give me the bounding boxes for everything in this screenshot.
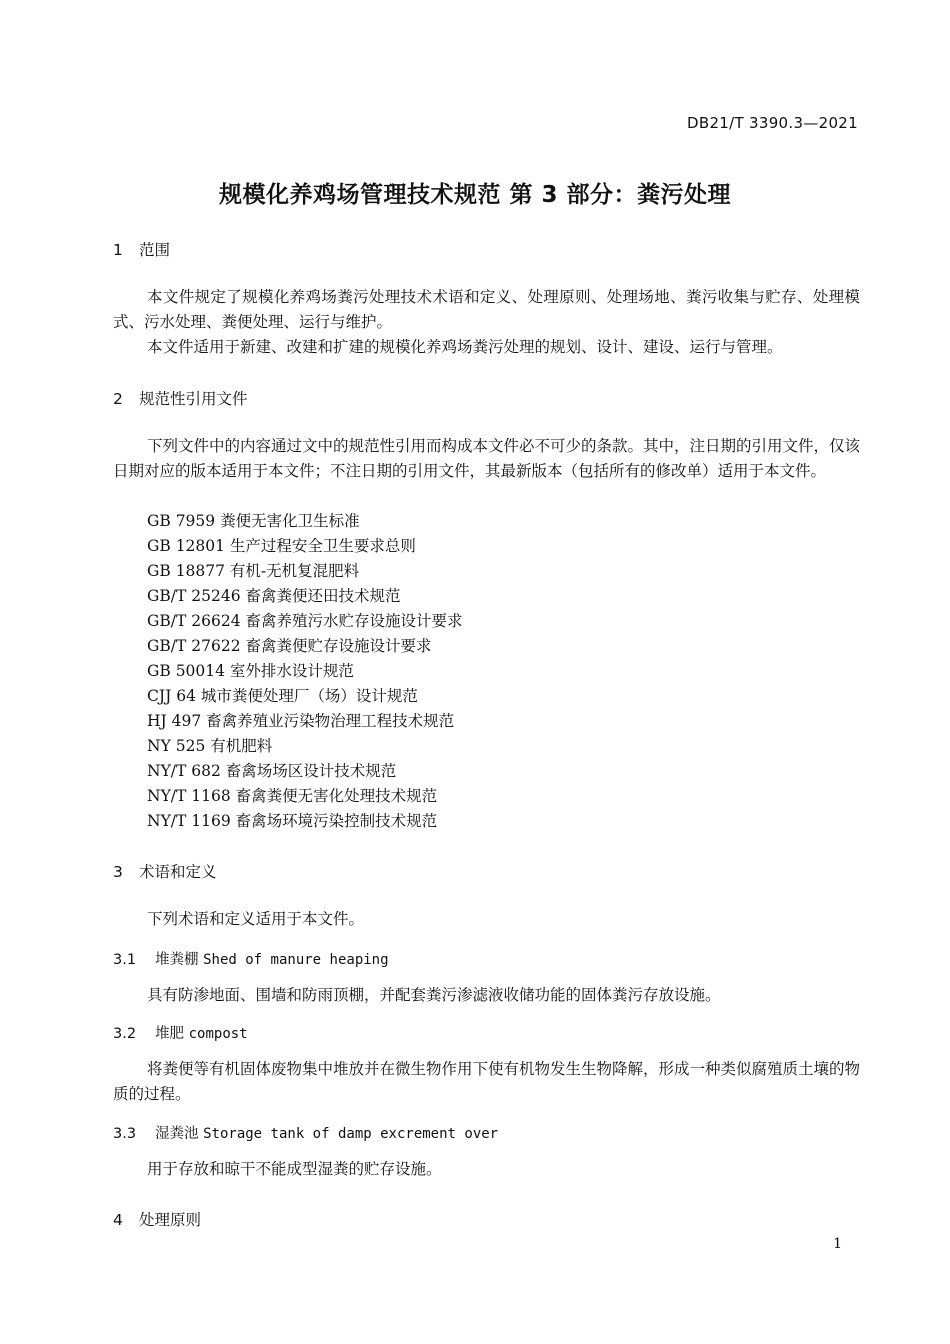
term-3-3-definition: 用于存放和晾干不能成型湿粪的贮存设施。 [147, 1160, 442, 1178]
section-title: 术语和定义 [139, 863, 217, 881]
term-number: 3.3 [113, 1126, 137, 1142]
reference-item: HJ 497 畜禽养殖业污染物治理工程技术规范 [147, 712, 455, 730]
reference-item: NY/T 1168 畜禽粪便无害化处理技术规范 [147, 787, 438, 805]
term-3-2-heading [113, 1022, 248, 1043]
term-3-3-heading [113, 1122, 498, 1143]
section-number: 1 [113, 241, 123, 259]
term-3-1-heading [113, 948, 389, 969]
term-chinese: 堆粪棚 [155, 952, 199, 968]
section-4-heading [113, 1208, 201, 1230]
scope-paragraph-2: 本文件适用于新建、改建和扩建的规模化养鸡场粪污处理的规划、设计、建设、运行与管理。 [147, 338, 783, 356]
reference-item: GB/T 25246 畜禽粪便还田技术规范 [147, 587, 401, 605]
term-number: 3.2 [113, 1026, 137, 1042]
document-number: DB21/T 3390.3—2021 [687, 114, 858, 132]
reference-item: NY/T 682 畜禽场场区设计技术规范 [147, 762, 397, 780]
reference-item: NY/T 1169 畜禽场环境污染控制技术规范 [147, 812, 438, 830]
section-number: 2 [113, 390, 123, 408]
term-3-2-definition: 将粪便等有机固体废物集中堆放并在微生物作用下使有机物发生生物降解，形成一种类似腐殖质土壤的物质的过程。 [113, 1060, 861, 1103]
section-number: 3 [113, 863, 123, 881]
term-chinese: 湿粪池 [155, 1126, 199, 1142]
reference-item: CJJ 64 城市粪便处理厂（场）设计规范 [147, 687, 418, 705]
term-chinese: 堆肥 [155, 1026, 184, 1042]
reference-item: GB 18877 有机-无机复混肥料 [147, 562, 360, 580]
reference-item: GB/T 27622 畜禽粪便贮存设施设计要求 [147, 637, 432, 655]
normative-references-intro: 下列文件中的内容通过文中的规范性引用而构成本文件必不可少的条款。其中，注日期的引用文件，仅该日期对应的版本适用于本文件；不注日期的引用文件，其最新版本（包括所有的修改单）适用于本文件。 [113, 437, 861, 480]
section-title: 处理原则 [139, 1211, 202, 1229]
section-3-heading [113, 860, 217, 882]
page-number: 1 [833, 1236, 842, 1252]
term-3-1-definition: 具有防渗地面、围墙和防雨顶棚，并配套粪污渗滤液收储功能的固体粪污存放设施。 [147, 986, 721, 1004]
term-english: Storage tank of damp excrement over [203, 1126, 499, 1142]
reference-item: GB/T 26624 畜禽养殖污水贮存设施设计要求 [147, 612, 463, 630]
section-1-heading [113, 238, 170, 260]
section-title: 规范性引用文件 [139, 390, 248, 408]
reference-item: GB 50014 室外排水设计规范 [147, 662, 354, 680]
term-english: Shed of manure heaping [203, 952, 389, 968]
term-english: compost [188, 1026, 248, 1042]
section-number: 4 [113, 1211, 123, 1229]
document-title: 规模化养鸡场管理技术规范 第 3 部分：粪污处理 [218, 182, 732, 208]
scope-paragraph-1: 本文件规定了规模化养鸡场粪污处理技术术语和定义、处理原则、处理场地、粪污收集与贮存、处理模式、污水处理、粪便处理、运行与维护。 [113, 288, 860, 331]
section-2-heading [113, 387, 248, 409]
term-number: 3.1 [113, 952, 137, 968]
section-title: 范围 [139, 241, 171, 259]
reference-item: NY 525 有机肥料 [147, 737, 273, 755]
reference-item: GB 12801 生产过程安全卫生要求总则 [147, 537, 416, 555]
reference-item: GB 7959 粪便无害化卫生标准 [147, 512, 360, 530]
terms-intro: 下列术语和定义适用于本文件。 [147, 910, 365, 928]
